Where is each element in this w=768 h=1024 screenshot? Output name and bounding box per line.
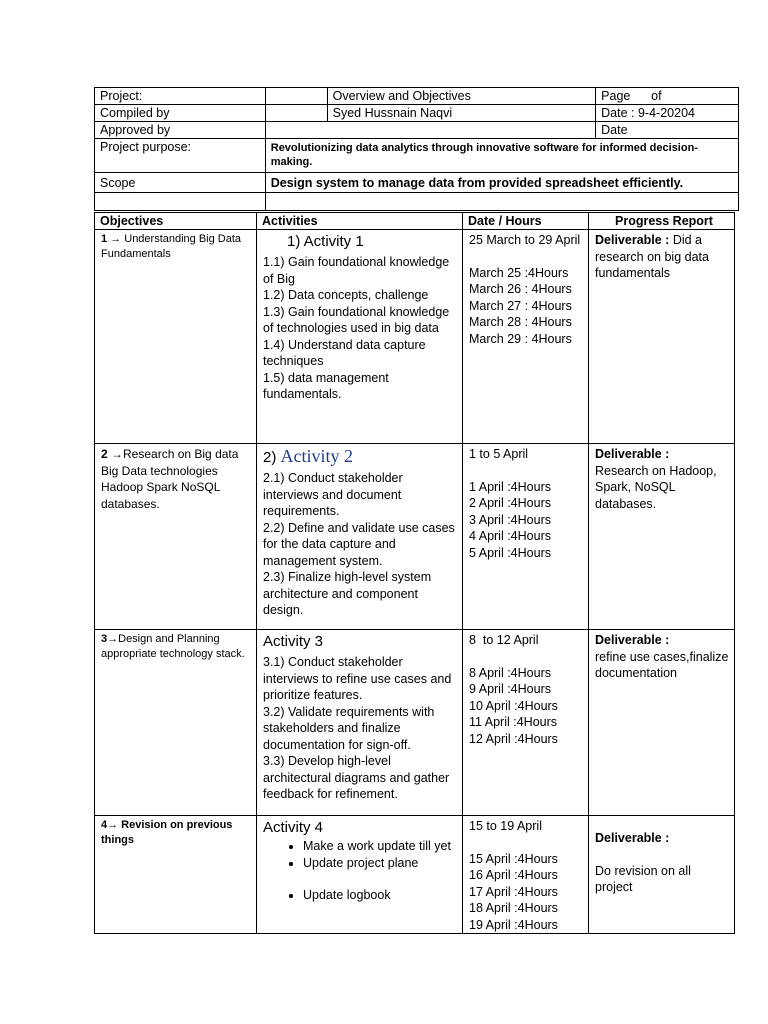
activity-cell (257, 230, 463, 444)
activity-title-text: Activity 2 (280, 446, 354, 466)
objective-number: 2 → (101, 447, 124, 461)
blank-cell (265, 88, 327, 105)
table-row (95, 230, 735, 444)
date-cell (463, 630, 589, 816)
objective-cell (95, 444, 257, 630)
date-range: 15 to 19 April (469, 819, 542, 833)
date-entry: March 26 : 4Hours (469, 282, 572, 296)
date-entry: 17 April :4Hours (469, 884, 558, 899)
activity-title: 1) Activity 1 (287, 233, 364, 250)
progress-cell (589, 230, 735, 444)
progress-cell (589, 630, 735, 816)
activity-cell (257, 816, 463, 934)
purpose-label: Project purpose: (95, 139, 266, 173)
date-entry: 16 April :4Hours (469, 868, 558, 882)
date-cell (463, 816, 589, 934)
activity-line: 2.2) Define and validate use cases for the data capture and management system. (263, 520, 455, 568)
table-row (95, 444, 735, 630)
purpose-value: Revolutionizing data analytics through innovative software for informed decision-making. (265, 139, 738, 173)
scope-value: Design system to manage data from provided spreadsheet efficiently. (265, 173, 738, 193)
date-entry: 8 April :4Hours (469, 665, 551, 680)
blank-cell (95, 193, 266, 211)
activity-title: Activity 3 (263, 633, 324, 650)
col-objectives: Objectives (95, 213, 257, 230)
activity-prefix: 2) (263, 449, 281, 466)
progress-cell (589, 816, 735, 934)
compiled-label: Compiled by (95, 105, 266, 122)
activity-title: Activity 4 (263, 819, 324, 836)
approved-label: Approved by (95, 122, 266, 139)
activity-line: 3.1) Conduct stakeholder interviews to refine use cases and prioritize features. (263, 655, 452, 702)
date-entry: 12 April :4Hours (469, 731, 558, 746)
activity-line: 1.1) Gain foundational knowledge of Big (263, 255, 450, 286)
deliverable-text: Research on Hadoop, Spark, NoSQL databases. (595, 463, 717, 511)
col-date-hours: Date / Hours (463, 213, 589, 230)
date-cell (463, 444, 589, 630)
progress-cell (589, 444, 735, 630)
table-row (95, 816, 735, 934)
blank-cell (265, 122, 595, 139)
date-approved: Date (596, 122, 739, 139)
header-table (94, 87, 739, 211)
activity-line: 1.4) Understand data capture techniques (263, 337, 426, 368)
blank-cell (265, 105, 327, 122)
date-cell (463, 230, 589, 444)
col-activities: Activities (257, 213, 463, 230)
deliverable-label: Deliverable : (595, 633, 670, 647)
date-entry: 5 April :4Hours (469, 545, 551, 560)
project-label: Project: (95, 88, 266, 105)
activity-line: 2.3) Finalize high-level system architecture and component design. (263, 570, 432, 617)
date-entry: 2 April :4Hours (469, 496, 551, 510)
activity-cell (257, 444, 463, 630)
activity-line: 3.2) Validate requirements with stakeholders and finalize documentation for sign-off. (263, 704, 435, 752)
deliverable-label: Deliverable : (595, 233, 670, 247)
deliverable-text: refine use cases,finalize documentation (595, 649, 729, 680)
compiled-value: Syed Hussnain Naqvi (327, 105, 596, 122)
table-row (95, 630, 735, 816)
activity-title (263, 446, 458, 468)
objective-number: 3→ (101, 633, 119, 645)
objective-text: Research on Big data Big Data technologies Hadoop Spark NoSQL databases. (101, 447, 239, 511)
activity-line: 1.3) Gain foundational knowledge of technologies used in big data (263, 304, 450, 335)
bullet-item: • Update logbook (303, 887, 458, 904)
scope-label: Scope (95, 173, 266, 193)
date-entry: 4 April :4Hours (469, 529, 551, 543)
activity-line: 3.3) Develop high-level architectural diagrams and gather feedback for refinement. (263, 754, 450, 801)
deliverable-label: Deliverable : (595, 831, 670, 845)
activity-line: 2.1) Conduct stakeholder interviews and document requirements. (263, 471, 403, 518)
objective-cell (95, 230, 257, 444)
date-entry: March 28 : 4Hours (469, 315, 572, 329)
date-entry: 18 April :4Hours (469, 901, 558, 915)
date-entry: 19 April :4Hours (469, 917, 558, 932)
date-range: 8 to 12 April (469, 633, 539, 647)
date-compiled: Date : 9-4-20204 (596, 105, 739, 122)
bullet-item: • Update project plane (303, 855, 458, 872)
activity-bullets (263, 838, 458, 904)
deliverable-text: Did a research on big data fundamentals (595, 233, 709, 280)
date-entry: March 25 :4Hours (469, 265, 569, 280)
objective-cell (95, 816, 257, 934)
date-range: 25 March to 29 April (469, 233, 581, 247)
objective-text: Understanding Big Data Fundamentals (101, 233, 242, 260)
objective-number: 1 → (101, 233, 122, 245)
date-entry: 11 April :4Hours (469, 715, 558, 729)
date-entry: 1 April :4Hours (469, 479, 551, 494)
activity-cell (257, 630, 463, 816)
date-entry: March 29 : 4Hours (469, 331, 572, 346)
date-entry: 9 April :4Hours (469, 682, 551, 696)
objective-cell (95, 630, 257, 816)
objective-text: Design and Planning appropriate technology stack. (101, 633, 245, 660)
page-label (596, 88, 739, 105)
deliverable-label: Deliverable : (595, 447, 670, 461)
date-entry: 15 April :4Hours (469, 851, 558, 866)
bullet-item: • Make a work update till yet (303, 838, 458, 855)
blank-cell (265, 193, 738, 211)
objective-number: 4→ (101, 819, 119, 831)
deliverable-text: Do revision on all project (595, 863, 691, 894)
activity-table (94, 212, 735, 934)
date-range: 1 to 5 April (469, 447, 529, 461)
col-progress-report: Progress Report (589, 213, 735, 230)
date-entry: 10 April :4Hours (469, 698, 558, 713)
date-entry: 3 April :4Hours (469, 512, 551, 527)
date-entry: March 27 : 4Hours (469, 298, 572, 313)
activity-line: 1.2) Data concepts, challenge (263, 288, 429, 302)
project-value: Overview and Objectives (327, 88, 596, 105)
page-label-text: Page of (601, 89, 662, 103)
activity-line: 1.5) data management fundamentals. (263, 370, 389, 401)
objective-text: Revision on previous things (101, 819, 233, 846)
